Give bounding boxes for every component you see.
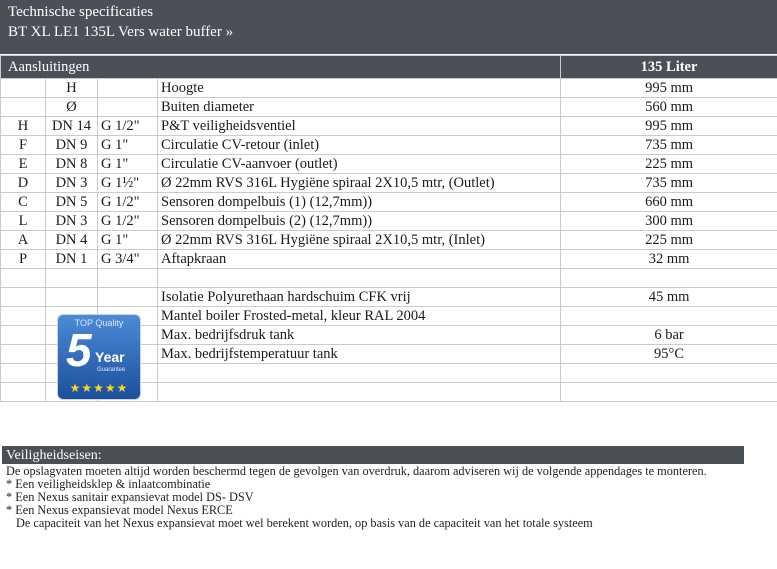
cell-thread: G 1" (98, 231, 158, 250)
cell-description: Ø 22mm RVS 316L Hygiëne spiraal 2X10,5 mtr, (Outlet) (158, 174, 561, 193)
badge-unit: Year (95, 349, 125, 365)
safety-item: * Een Nexus sanitair expansievat model DS- DSV (6, 490, 254, 504)
table-row (1, 231, 777, 250)
cell-description: Max. bedrijfsdruk tank (158, 326, 561, 345)
cell-empty (98, 288, 158, 307)
table-row (1, 117, 777, 136)
star-icons: ★★★★★ (69, 381, 129, 395)
cell-dn: DN 8 (46, 155, 98, 174)
cell-description: Sensoren dompelbuis (1) (12,7mm)) (158, 193, 561, 212)
cell-thread (98, 98, 158, 117)
cell-description: Max. bedrijfstemperatuur tank (158, 345, 561, 364)
badge-top-label: TOP Quality (74, 318, 124, 328)
header-capacity: 135 Liter (561, 56, 777, 79)
cell-empty (1, 345, 46, 364)
cell-description: Circulatie CV-aanvoer (outlet) (158, 155, 561, 174)
safety-note: De capaciteit van het Nexus expansievat moet wel berekent worden, op basis van de capaciteit van het totale systeem (16, 516, 593, 530)
guarantee-badge (58, 315, 140, 399)
cell-description: P&T veiligheidsventiel (158, 117, 561, 136)
cell-value: 6 bar (561, 326, 777, 345)
cell-description: Aftapkraan (158, 250, 561, 269)
cell-value (561, 307, 777, 326)
header-title: Technische specificaties (8, 4, 154, 20)
table-row (1, 79, 777, 98)
cell-thread: G 3/4" (98, 250, 158, 269)
cell-empty (1, 383, 46, 402)
safety-body (6, 465, 746, 530)
cell-code: F (1, 136, 46, 155)
badge-number: 5 (66, 324, 92, 376)
table-row (1, 193, 777, 212)
table-row (1, 155, 777, 174)
cell-description: Sensoren dompelbuis (2) (12,7mm)) (158, 212, 561, 231)
table-row-blank (1, 269, 777, 288)
cell-value: 300 mm (561, 212, 777, 231)
cell-value: 32 mm (561, 250, 777, 269)
cell-code: A (1, 231, 46, 250)
cell-code: E (1, 155, 46, 174)
page-header (0, 0, 777, 54)
table-row (1, 288, 777, 307)
cell-value: 660 mm (561, 193, 777, 212)
cell-code (1, 79, 46, 98)
cell-code: H (1, 117, 46, 136)
table-row (1, 250, 777, 269)
cell-code: D (1, 174, 46, 193)
cell-empty (98, 269, 158, 288)
cell-value: 45 mm (561, 288, 777, 307)
cell-empty (1, 364, 46, 383)
cell-description: Mantel boiler Frosted-metal, kleur RAL 2004 (158, 307, 561, 326)
safety-intro: De opslagvaten moeten altijd worden beschermd tegen de gevolgen van overdruk, daarom adviseren wij de volgende appendages te monteren. (6, 464, 707, 478)
cell-empty (158, 364, 561, 383)
cell-dn: DN 4 (46, 231, 98, 250)
cell-thread (98, 79, 158, 98)
table-row (1, 212, 777, 231)
cell-dn: DN 3 (46, 212, 98, 231)
table-header-row (1, 56, 777, 79)
table-row (1, 136, 777, 155)
cell-empty (1, 269, 46, 288)
safety-title: Veiligheidseisen: (2, 446, 744, 464)
cell-dn: DN 9 (46, 136, 98, 155)
cell-description: Hoogte (158, 79, 561, 98)
cell-thread: G 1" (98, 136, 158, 155)
safety-item: * Een veiligheidsklep & inlaatcombinatie (6, 477, 211, 491)
cell-value: 735 mm (561, 136, 777, 155)
header-subtitle: BT XL LE1 135L Vers water buffer » (8, 24, 234, 40)
cell-code (1, 98, 46, 117)
cell-description: Circulatie CV-retour (inlet) (158, 136, 561, 155)
cell-value: 225 mm (561, 231, 777, 250)
cell-dn: DN 3 (46, 174, 98, 193)
cell-thread: G 1½" (98, 174, 158, 193)
badge-sub: Guarantee (97, 367, 126, 373)
cell-thread: G 1/2" (98, 193, 158, 212)
cell-empty (561, 383, 777, 402)
table-row (1, 174, 777, 193)
cell-value: 560 mm (561, 98, 777, 117)
cell-code: C (1, 193, 46, 212)
cell-thread: G 1/2" (98, 212, 158, 231)
cell-thread: G 1/2" (98, 117, 158, 136)
cell-description: Buiten diameter (158, 98, 561, 117)
cell-description: Ø 22mm RVS 316L Hygiëne spiraal 2X10,5 mtr, (Inlet) (158, 231, 561, 250)
cell-dn: H (46, 79, 98, 98)
cell-empty (561, 269, 777, 288)
cell-value: 225 mm (561, 155, 777, 174)
cell-empty (1, 326, 46, 345)
cell-dn: DN 5 (46, 193, 98, 212)
cell-code: L (1, 212, 46, 231)
cell-empty (158, 269, 561, 288)
table-row (1, 98, 777, 117)
cell-empty (158, 383, 561, 402)
cell-dn: DN 1 (46, 250, 98, 269)
cell-value: 995 mm (561, 117, 777, 136)
cell-empty (46, 269, 98, 288)
cell-empty (561, 364, 777, 383)
cell-description: Isolatie Polyurethaan hardschuim CFK vrij (158, 288, 561, 307)
cell-empty (1, 307, 46, 326)
cell-thread: G 1" (98, 155, 158, 174)
cell-empty (1, 288, 46, 307)
cell-dn: DN 14 (46, 117, 98, 136)
safety-item: * Een Nexus expansievat model Nexus ERCE (6, 503, 233, 517)
cell-dn: Ø (46, 98, 98, 117)
cell-empty (46, 288, 98, 307)
cell-value: 735 mm (561, 174, 777, 193)
cell-value: 95°C (561, 345, 777, 364)
cell-code: P (1, 250, 46, 269)
cell-value: 995 mm (561, 79, 777, 98)
header-connections: Aansluitingen (1, 56, 561, 79)
